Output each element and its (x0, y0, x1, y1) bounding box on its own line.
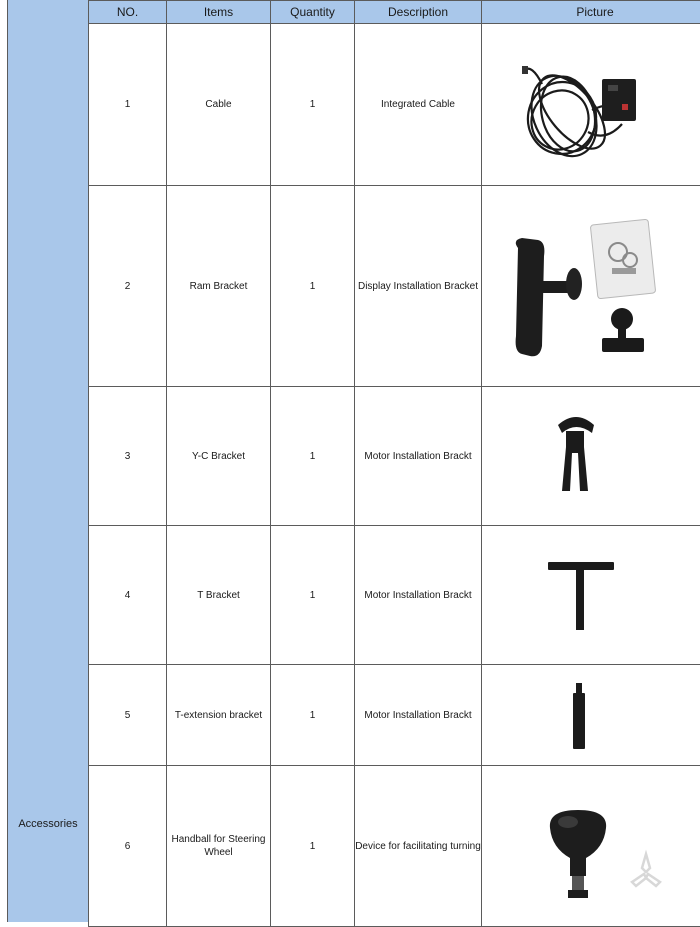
cell-item: Cable (167, 24, 271, 186)
cell-quantity: 1 (271, 526, 355, 665)
table-row (89, 766, 700, 927)
cell-no: 2 (89, 186, 167, 387)
cell-no: 5 (89, 665, 167, 766)
header-quantity: Quantity (271, 1, 355, 24)
cell-no: 3 (89, 387, 167, 526)
table-row (89, 665, 700, 766)
header-no: NO. (89, 1, 167, 24)
cell-picture (482, 665, 700, 766)
table-row (89, 387, 700, 526)
cell-picture (482, 766, 700, 927)
t-bracket-icon (482, 526, 700, 664)
table-row (89, 24, 700, 186)
watermark-logo-icon (624, 848, 668, 892)
cell-no: 4 (89, 526, 167, 665)
cell-item: Ram Bracket (167, 186, 271, 387)
yc-bracket-icon (482, 387, 700, 525)
cell-no: 1 (89, 24, 167, 186)
cell-picture (482, 387, 700, 526)
cell-quantity: 1 (271, 387, 355, 526)
cell-description: Display Installation Bracket (355, 186, 482, 387)
cell-quantity: 1 (271, 766, 355, 927)
table-header-row (89, 1, 700, 24)
knob-icon (482, 766, 700, 926)
ram-mount-icon (482, 186, 700, 386)
header-description: Description (355, 1, 482, 24)
cell-picture (482, 526, 700, 665)
cell-quantity: 1 (271, 665, 355, 766)
cell-item: Handball for Steering Wheel (167, 766, 271, 927)
cell-quantity: 1 (271, 186, 355, 387)
category-column (7, 0, 89, 922)
header-picture: Picture (482, 1, 700, 24)
cell-item: Y-C Bracket (167, 387, 271, 526)
header-items: Items (167, 1, 271, 24)
table-row (89, 186, 700, 387)
cell-item: T Bracket (167, 526, 271, 665)
cell-quantity: 1 (271, 24, 355, 186)
cell-no: 6 (89, 766, 167, 927)
cable-coil-icon (482, 24, 700, 185)
cell-description: Device for facilitating turning (355, 766, 482, 927)
extension-rod-icon (482, 665, 700, 765)
cell-item: T-extension bracket (167, 665, 271, 766)
accessories-table (88, 0, 700, 927)
cell-description: Motor Installation Brackt (355, 526, 482, 665)
cell-picture (482, 24, 700, 186)
cell-description: Motor Installation Brackt (355, 387, 482, 526)
cell-description: Integrated Cable (355, 24, 482, 186)
cell-picture (482, 186, 700, 387)
category-label: Accessories (8, 818, 88, 830)
table-row (89, 526, 700, 665)
cell-description: Motor Installation Brackt (355, 665, 482, 766)
